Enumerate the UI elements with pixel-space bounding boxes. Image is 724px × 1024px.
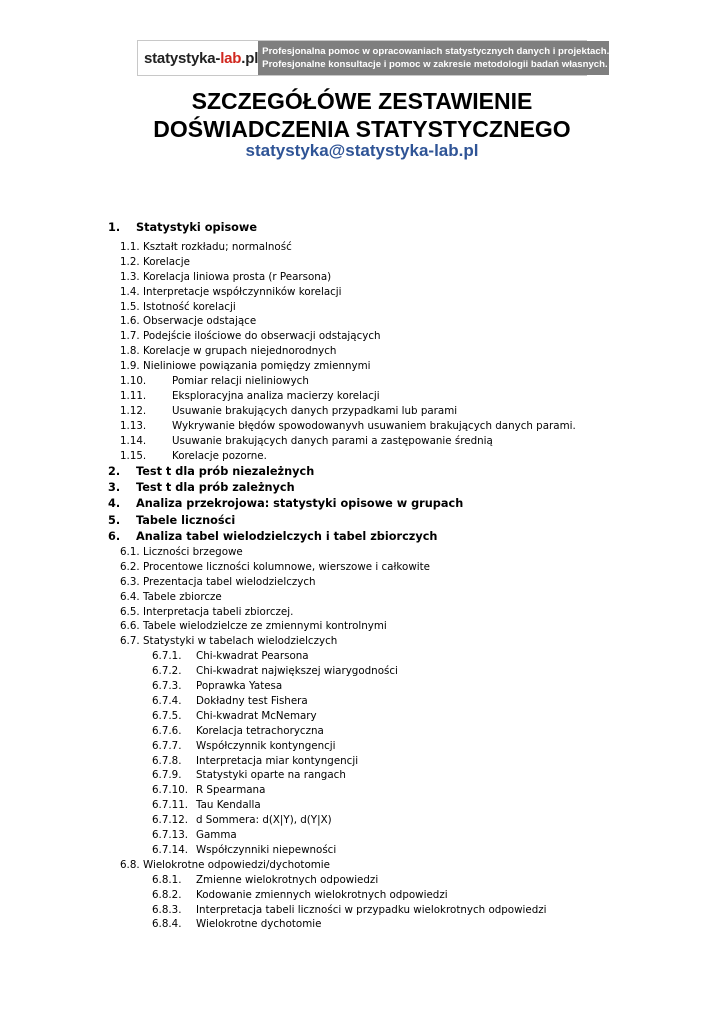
toc-entry-label: R Spearmana bbox=[196, 784, 266, 797]
toc-entry-label: Usuwanie brakujących danych przypadkami lub parami bbox=[172, 404, 458, 417]
logo-text-part3: .pl bbox=[241, 49, 259, 67]
toc-entry-label: Wielokrotne odpowiedzi/dychotomie bbox=[143, 858, 330, 871]
toc-entry-number: 6.7.13. bbox=[152, 829, 189, 841]
toc-entry-number: 6.7.1. bbox=[152, 650, 182, 663]
toc-entry-number: 6.2. bbox=[120, 560, 140, 573]
toc-entry-label: Istotność korelacji bbox=[143, 300, 236, 313]
toc-entry-label: Liczności brzegowe bbox=[143, 545, 243, 558]
toc-entry-number: 6.7.3. bbox=[152, 680, 182, 692]
toc-entry-label: Kodowanie zmiennych wielokrotnych odpowiedzi bbox=[196, 888, 448, 901]
toc-entry-label: Pomiar relacji nieliniowych bbox=[172, 375, 309, 387]
toc-entry-label: Statystyki opisowe bbox=[136, 221, 258, 234]
toc-entry-label: Interpretacje współczynników korelacji bbox=[143, 285, 342, 298]
toc-entry-label: Chi-kwadrat największej wiarygodności bbox=[196, 665, 398, 678]
toc-entry-number: 1.5. bbox=[120, 300, 140, 313]
toc-entry-label: Eksploracyjna analiza macierzy korelacji bbox=[172, 389, 380, 402]
toc-entry-label: Procentowe liczności kolumnowe, wierszowe i całkowite bbox=[143, 560, 430, 573]
toc-entry-number: 5. bbox=[108, 513, 121, 527]
toc-entry-number: 1.12. bbox=[120, 404, 147, 417]
toc-entry-number: 4. bbox=[108, 497, 121, 511]
toc-entry-label: Analiza tabel wielodzielczych i tabel zbiorczych bbox=[136, 530, 438, 543]
toc-entry-label: Korelacje bbox=[143, 255, 190, 268]
toc-entry-label: Analiza przekrojowa: statystyki opisowe w grupach bbox=[136, 497, 464, 511]
toc-entry-number: 6.1. bbox=[120, 545, 140, 558]
logo-text-part1: statystyka- bbox=[144, 49, 221, 67]
toc-entry-label: Tabele wielodzielcze ze zmiennymi kontrolnymi bbox=[143, 620, 387, 633]
toc-entry-label: Chi-kwadrat Pearsona bbox=[196, 650, 309, 663]
toc-entry-number: 1.10. bbox=[120, 375, 147, 387]
toc-entry-number: 6.7.6. bbox=[152, 724, 182, 737]
toc-entry-label: Nieliniowe powiązania pomiędzy zmiennymi bbox=[143, 360, 371, 373]
toc-entry-number: 6.8. bbox=[120, 858, 140, 871]
header-banner bbox=[137, 40, 610, 76]
toc-entry-label: Wielokrotne dychotomie bbox=[196, 918, 322, 931]
logo-text-part2: lab bbox=[220, 49, 242, 67]
toc-entry-number: 6.7. bbox=[120, 635, 140, 648]
toc-entry-number: 1.9. bbox=[120, 360, 140, 373]
toc-entry-number: 1.6. bbox=[120, 315, 140, 328]
toc-entry-number: 6.8.4. bbox=[152, 918, 182, 931]
toc-entry-label: Poprawka Yatesa bbox=[196, 680, 283, 692]
toc-entry-number: 6.6. bbox=[120, 620, 140, 633]
toc-entry-label: Dokładny test Fishera bbox=[196, 694, 308, 707]
toc-entry-label: Chi-kwadrat McNemary bbox=[196, 709, 317, 722]
toc-entry-label: Korelacja tetrachoryczna bbox=[196, 724, 324, 737]
document-title-line-1: SZCZEGÓŁÓWE ZESTAWIENIE bbox=[191, 88, 533, 114]
toc-entry-label: Test t dla prób zależnych bbox=[136, 481, 295, 495]
toc-entry-label: Tau Kendalla bbox=[196, 799, 261, 812]
toc-entry-label: Korelacje w grupach niejednorodnych bbox=[143, 345, 337, 358]
toc-entry-number: 6.5. bbox=[120, 605, 140, 618]
toc-entry-label: Interpretacja tabeli zbiorczej. bbox=[143, 605, 294, 618]
toc-entry-label: Prezentacja tabel wielodzielczych bbox=[143, 575, 316, 588]
toc-entry-label: Współczynniki niepewności bbox=[196, 843, 337, 856]
document-title-line-2: DOŚWIADCZENIA STATYSTYCZNEGO bbox=[153, 116, 571, 142]
toc-entry-number: 6.7.8. bbox=[152, 754, 182, 767]
toc-entry-number: 1.7. bbox=[120, 330, 140, 343]
toc-entry-number: 1.13. bbox=[120, 419, 147, 432]
toc-entry-label: Test t dla prób niezależnych bbox=[136, 464, 315, 478]
toc-entry-label: Interpretacja tabeli liczności w przypadku wielokrotnych odpowiedzi bbox=[196, 903, 547, 916]
toc-entry-label: d Sommera: d(X|Y), d(Y|X) bbox=[196, 814, 332, 827]
contact-email[interactable]: statystyka@statystyka-lab.pl bbox=[245, 141, 479, 160]
toc-entry-number: 1.3. bbox=[120, 270, 140, 283]
toc-entry-number: 6.8.3. bbox=[152, 903, 182, 916]
toc-entry-number: 6.7.12. bbox=[152, 814, 189, 827]
banner-tagline bbox=[258, 41, 609, 75]
toc-entry-number: 1.11. bbox=[120, 389, 147, 402]
toc-entry-number: 1.1. bbox=[120, 240, 140, 253]
toc-entry-label: Gamma bbox=[196, 829, 237, 841]
toc-entry-number: 6.7.11. bbox=[152, 799, 189, 812]
tagline-line-1: Profesjonalna pomoc w opracowaniach statystycznych danych i projektach. bbox=[262, 46, 610, 57]
toc-entry-number: 1.4. bbox=[120, 285, 140, 298]
toc-entry-label: Współczynnik kontyngencji bbox=[196, 739, 336, 752]
toc-entry-label: Interpretacja miar kontyngencji bbox=[196, 754, 359, 767]
toc-entry-label: Obserwacje odstające bbox=[143, 315, 257, 328]
toc-entry-label: Tabele liczności bbox=[136, 513, 236, 527]
toc-entry-number: 6.7.9. bbox=[152, 769, 182, 782]
toc-entry-number: 6.4. bbox=[120, 590, 140, 603]
toc-entry-number: 6.7.7. bbox=[152, 739, 182, 752]
toc-entry-number: 6.8.2. bbox=[152, 888, 182, 901]
toc-entry-number: 3. bbox=[108, 481, 121, 495]
toc-entry-label: Statystyki w tabelach wielodzielczych bbox=[143, 635, 338, 648]
site-logo bbox=[138, 41, 258, 75]
toc-entry-number: 6.8.1. bbox=[152, 873, 182, 886]
tagline-line-2: Profesjonalne konsultacje i pomoc w zakresie metodologii badań własnych. bbox=[262, 59, 608, 70]
toc-entry-number: 1.15. bbox=[120, 449, 147, 462]
toc-entry-label: Wykrywanie błędów spowodowanyvh usuwaniem brakujących danych parami. bbox=[172, 419, 576, 432]
toc-entry-number: 6.7.10. bbox=[152, 784, 189, 797]
toc-entry-number: 2. bbox=[108, 464, 121, 478]
toc-entry-number: 1.14. bbox=[120, 434, 147, 447]
toc-entry-number: 6.7.5. bbox=[152, 709, 182, 722]
toc-entry-number: 6.7.14. bbox=[152, 843, 189, 856]
toc-entry-label: Tabele zbiorcze bbox=[143, 590, 222, 603]
toc-entry-label: Zmienne wielokrotnych odpowiedzi bbox=[196, 873, 379, 886]
toc-entry-number: 6.3. bbox=[120, 575, 140, 588]
toc-entry-number: 1.8. bbox=[120, 345, 140, 358]
toc-entry-label: Usuwanie brakujących danych parami a zastępowanie średnią bbox=[172, 434, 493, 447]
toc-entry-label: Korelacje pozorne. bbox=[172, 449, 267, 462]
toc-entry-number: 1. bbox=[108, 221, 121, 234]
toc-entry-number: 6.7.4. bbox=[152, 694, 182, 707]
toc-entry-number: 6.7.2. bbox=[152, 665, 182, 678]
toc-entry-number: 1.2. bbox=[120, 255, 140, 268]
toc-entry-label: Kształt rozkładu; normalność bbox=[143, 240, 292, 253]
toc-entry-label: Statystyki oparte na rangach bbox=[196, 769, 346, 782]
toc-entry-label: Korelacja liniowa prosta (r Pearsona) bbox=[143, 270, 332, 283]
toc-entry-label: Podejście ilościowe do obserwacji odstających bbox=[143, 330, 381, 343]
toc-entry-number: 6. bbox=[108, 530, 121, 543]
